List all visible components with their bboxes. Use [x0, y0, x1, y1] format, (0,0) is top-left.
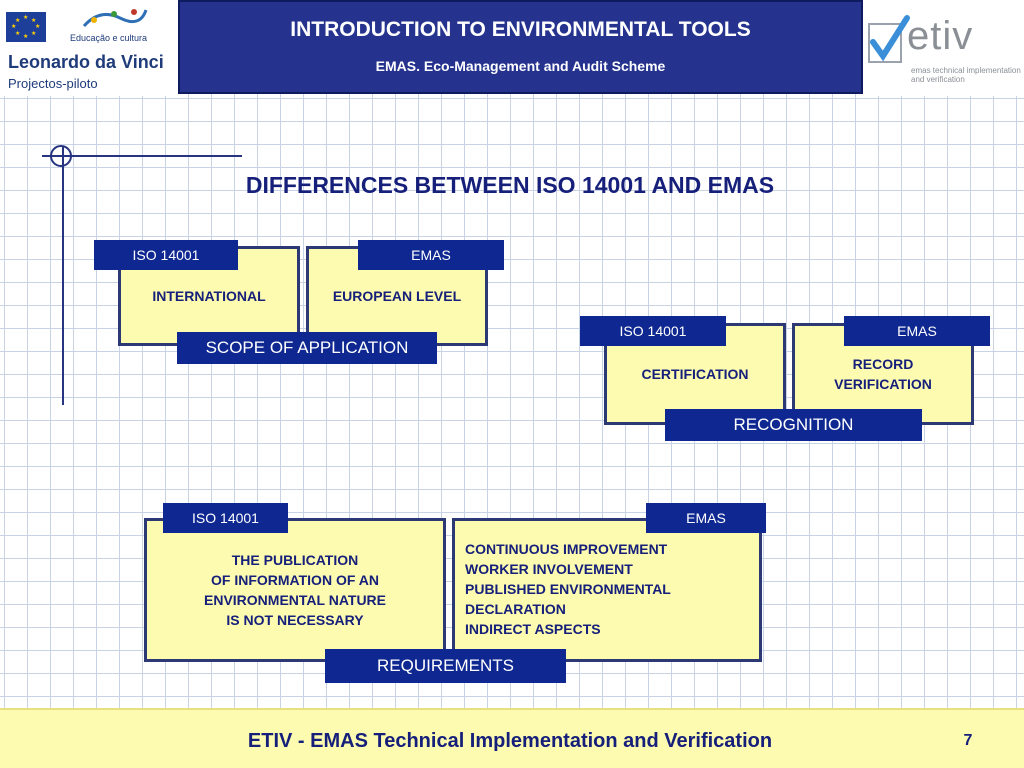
- scope-emas-tab: EMAS: [358, 240, 504, 270]
- decorative-circle: [50, 145, 72, 167]
- scope-iso-text: INTERNATIONAL: [152, 288, 266, 304]
- requirements-emas-line-5: INDIRECT ASPECTS: [465, 621, 601, 637]
- requirements-emas-tab: EMAS: [646, 503, 766, 533]
- eu-flag-icon: ★ ★ ★ ★ ★ ★ ★ ★: [6, 12, 46, 42]
- header-title: INTRODUCTION TO ENVIRONMENTAL TOOLS: [290, 18, 751, 41]
- page-title: DIFFERENCES BETWEEN ISO 14001 AND EMAS: [245, 172, 775, 198]
- header-title-bar: [178, 0, 863, 94]
- leonardo-da-vinci-logo: [0, 0, 178, 96]
- footer-divider: [0, 708, 1024, 710]
- recognition-label: RECOGNITION: [665, 409, 922, 441]
- decorative-line-vertical: [62, 147, 64, 405]
- requirements-iso-line-3: ENVIRONMENTAL NATURE: [204, 592, 386, 608]
- header-subtitle: EMAS. Eco-Management and Audit Scheme: [375, 58, 666, 74]
- page-number: 7: [963, 732, 973, 749]
- requirements-emas-line-2: WORKER INVOLVEMENT: [465, 561, 633, 577]
- etiv-logo: [863, 0, 1024, 96]
- decorative-line-horizontal: [42, 155, 242, 157]
- requirements-label: REQUIREMENTS: [325, 649, 566, 683]
- checkmark-icon: [867, 14, 911, 68]
- recognition-emas-tab: EMAS: [844, 316, 990, 346]
- education-culture-icon: [80, 4, 150, 30]
- requirements-emas-line-1: CONTINUOUS IMPROVEMENT: [465, 541, 668, 557]
- scope-emas-text: EUROPEAN LEVEL: [332, 288, 462, 304]
- etiv-tagline: emas technical implementation and verification: [911, 66, 1021, 84]
- requirements-iso-line-4: IS NOT NECESSARY: [226, 612, 364, 628]
- footer-text: ETIV - EMAS Technical Implementation and Verification: [247, 730, 773, 752]
- requirements-emas-line-3: PUBLISHED ENVIRONMENTAL: [465, 581, 671, 597]
- projectos-piloto-text: Projectos-piloto: [8, 76, 98, 91]
- requirements-emas-box: [452, 518, 762, 662]
- scope-iso-tab: ISO 14001: [94, 240, 238, 270]
- recognition-iso-text: CERTIFICATION: [641, 366, 749, 382]
- education-culture-text: Educação e cultura: [70, 33, 148, 43]
- recognition-emas-line-1: RECORD: [852, 356, 914, 372]
- requirements-iso-line-1: THE PUBLICATION: [231, 552, 359, 568]
- etiv-wordmark: etiv: [907, 14, 974, 58]
- scope-of-application-label: SCOPE OF APPLICATION: [177, 332, 437, 364]
- requirements-iso-box: [144, 518, 446, 662]
- requirements-iso-tab: ISO 14001: [163, 503, 288, 533]
- requirements-emas-line-4: DECLARATION: [465, 601, 566, 617]
- recognition-emas-line-2: VERIFICATION: [834, 376, 932, 392]
- recognition-iso-tab: ISO 14001: [580, 316, 726, 346]
- requirements-iso-line-2: OF INFORMATION OF AN: [211, 572, 379, 588]
- leonardo-da-vinci-text: Leonardo da Vinci: [8, 52, 164, 72]
